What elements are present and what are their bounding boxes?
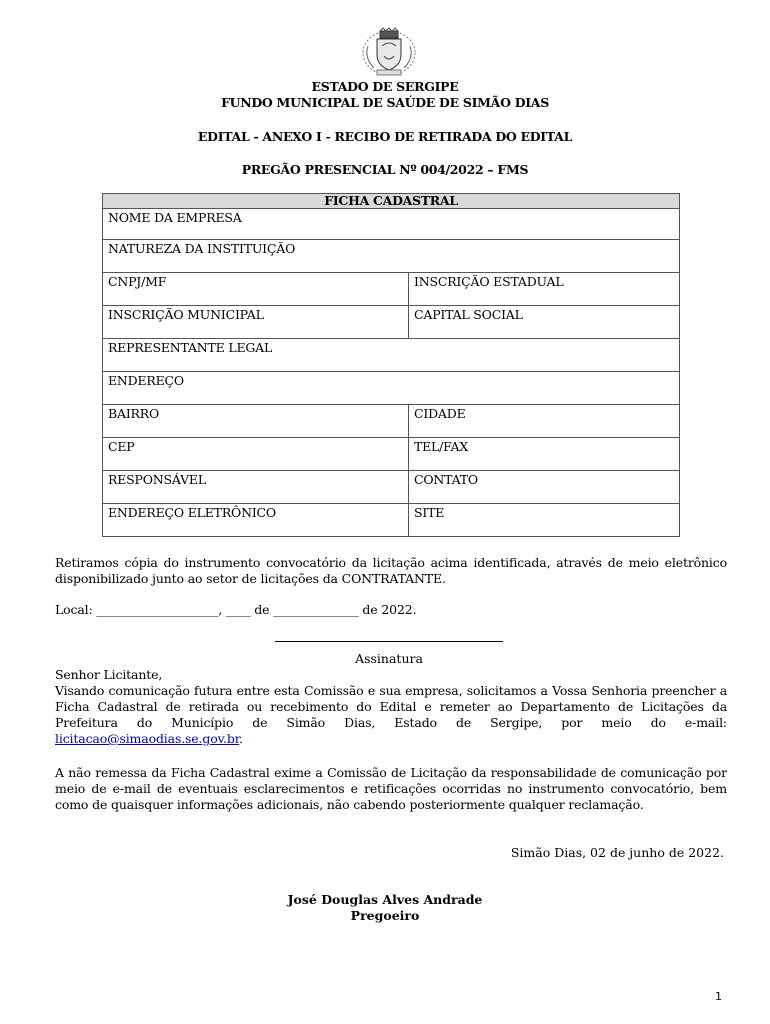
state-heading: ESTADO DE SERGIPE [311, 79, 459, 94]
field-cep: CEP [103, 438, 409, 471]
date-line: Simão Dias, 02 de junho de 2022. [510, 845, 724, 860]
pregao-heading: PREGÃO PRESENCIAL Nº 004/2022 – FMS [241, 162, 529, 177]
signer-name: José Douglas Alves Andrade [287, 892, 483, 907]
signer-role: Pregoeiro [350, 908, 420, 923]
senhor-paragraph [55, 667, 727, 747]
email-link[interactable]: licitacao@simaodias.se.gov.br [55, 731, 240, 746]
municipal-coat-of-arms-icon [360, 26, 418, 78]
visando-body: Visando comunicação futura entre esta Comissão e sua empresa, solicitamos a Vossa Senhoria preencher a Ficha Cadastral de retirada ou recebimento do Edital e remeter ao Departamento de Licitações da Prefeitura do Município de Simão Dias, Estado de Sergipe, por meio do e-mail: [55, 683, 727, 730]
ficha-cadastral-table [102, 193, 680, 537]
field-inscricao-estadual: INSCRIÇÃO ESTADUAL [409, 273, 680, 306]
field-email: ENDEREÇO ELETRÔNICO [103, 504, 409, 537]
signature-line [275, 641, 503, 642]
ficha-title: FICHA CADASTRAL [103, 194, 680, 209]
signature-label: Assinatura [355, 651, 423, 666]
local-line: Local: ____________________, ____ de ______________ de 2022. [55, 602, 417, 617]
field-telfax: TEL/FAX [409, 438, 680, 471]
field-representante: REPRESENTANTE LEGAL [103, 339, 680, 372]
field-site: SITE [409, 504, 680, 537]
visando-end: . [239, 731, 243, 746]
fund-heading: FUNDO MUNICIPAL DE SAÚDE DE SIMÃO DIAS [221, 95, 549, 110]
field-inscricao-municipal: INSCRIÇÃO MUNICIPAL [103, 306, 409, 339]
field-endereco: ENDEREÇO [103, 372, 680, 405]
edital-heading: EDITAL - ANEXO I - RECIBO DE RETIRADA DO EDITAL [197, 129, 573, 144]
field-cnpj: CNPJ/MF [103, 273, 409, 306]
field-natureza: NATUREZA DA INSTITUIÇÃO [103, 240, 680, 273]
field-contato: CONTATO [409, 471, 680, 504]
field-nome-empresa: NOME DA EMPRESA [103, 209, 680, 240]
field-cidade: CIDADE [409, 405, 680, 438]
field-bairro: BAIRRO [103, 405, 409, 438]
salutation: Senhor Licitante, [55, 667, 163, 682]
visando-text [55, 683, 727, 747]
page-number: 1 [715, 990, 722, 1003]
field-capital-social: CAPITAL SOCIAL [409, 306, 680, 339]
remessa-paragraph: A não remessa da Ficha Cadastral exime a Comissão de Licitação da responsabilidade de comunicação por meio de e-mail de eventuais esclarecimentos e retificações ocorridas no instrumento convocatório, bem como de quaisquer informações adicionais, não cabendo posteriormente qualquer reclamação. [55, 765, 727, 812]
retiramos-paragraph: Retiramos cópia do instrumento convocatório da licitação acima identificada, através de meio eletrônico disponibilizado junto ao setor de licitações da CONTRATANTE. [55, 555, 727, 586]
field-responsavel: RESPONSÁVEL [103, 471, 409, 504]
